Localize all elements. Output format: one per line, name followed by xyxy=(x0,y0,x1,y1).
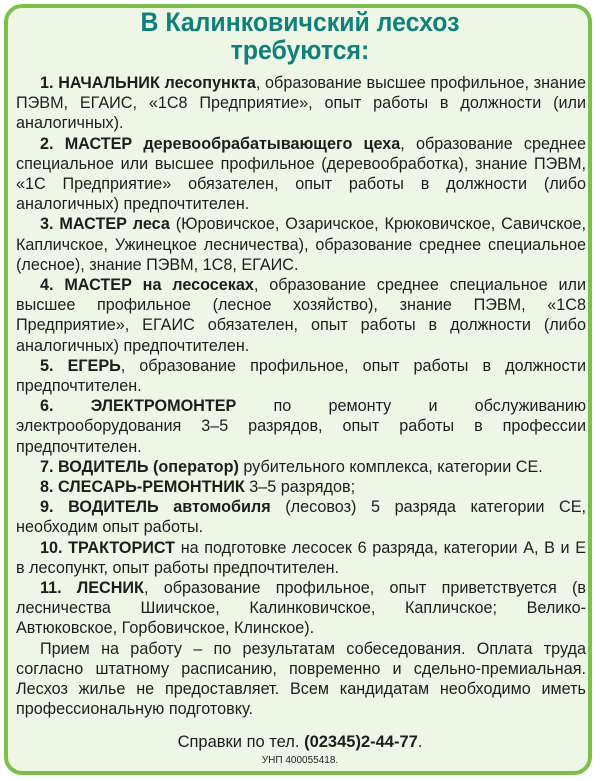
vacancy-number: 1. xyxy=(40,74,54,92)
vacancy-item xyxy=(16,457,586,477)
vacancy-description: по ремонту и обслуживанию электрооборудования 3–5 разрядов, опыт работы в профессии предпочтителен. xyxy=(16,397,586,456)
vacancy-item xyxy=(16,538,586,578)
vacancy-role: ВОДИТЕЛЬ автомобиля xyxy=(68,498,271,517)
vacancy-number: 7. xyxy=(40,457,54,476)
vacancy-description: , образование высшее профильное, знание ПЭВМ, ЕГАИС, «1С8 Предприятие», опыт работы в должности (или аналогичных). xyxy=(16,74,586,133)
vacancy-role: ЕГЕРЬ xyxy=(67,356,121,375)
vacancy-description: , образование профильное, опыт работы в должности предпочтителен. xyxy=(16,356,586,396)
phone-number: (02345)2-44-77 xyxy=(304,733,418,751)
vacancy-number: 11. xyxy=(40,579,62,598)
vacancy-description: на подготовке лесосек 6 разряда, категории А, В и Е в лесопункт, опыт работы предпочтителен. xyxy=(16,538,586,577)
unp-number: УНП 400055418. xyxy=(261,755,339,766)
vacancy-role: МАСТЕР на лесосеках xyxy=(64,276,254,295)
vacancy-item xyxy=(16,356,586,396)
vacancy-description: (лесовоз) 5 разряда категории СЕ, необходим опыт работы. xyxy=(16,498,586,537)
vacancy-number: 4. xyxy=(40,276,54,295)
vacancy-role: НАЧАЛЬНИК лесопункта xyxy=(58,74,256,92)
vacancy-description: , образование среднее специальное или высшее профильное (лесное хозяйство), знание ПЭВМ, «1С8 Предприятие», ЕГАИС обязателен, опыт работы в должности (либо аналогичных) предпочтителен. xyxy=(16,276,587,355)
title-line-1: В Калинковичский лесхоз xyxy=(140,7,460,37)
vacancy-role: СЛЕСАРЬ-РЕМОНТНИК xyxy=(58,478,245,497)
title-line-2: требуются: xyxy=(230,35,370,65)
vacancy-description: (Юровичское, Озаричское, Крюковичское, Савичское, Капличское, Ужинецкое лесничества), образование среднее специальное (лесное), знание ПЭВМ, 1С8, ЕГАИС. xyxy=(16,215,586,274)
vacancy-number: 8. xyxy=(40,478,54,497)
vacancy-description: 3–5 разрядов; xyxy=(244,478,356,497)
vacancy-item xyxy=(16,578,586,639)
vacancy-number: 5. xyxy=(40,356,54,375)
vacancy-role: МАСТЕР леса xyxy=(59,215,170,234)
vacancy-number: 6. xyxy=(40,397,54,416)
vacancy-item xyxy=(16,275,586,356)
vacancy-description: , образование профильное, опыт приветствуется (в лесничества Шиичское, Калинковичское, Капличское; Велико-Автюковское, Горбовичское, Клинское). xyxy=(16,579,586,638)
vacancy-item xyxy=(16,497,586,537)
contacts: Справки по тел. (02345)2-44-77. xyxy=(177,733,423,751)
vacancy-role: ЭЛЕКТРОМОНТЕР xyxy=(90,397,237,416)
vacancy-description: рубительного комплекса, категории СЕ. xyxy=(238,457,543,476)
ad-title xyxy=(24,8,576,64)
vacancy-role: МАСТЕР деревообрабатывающего цеха xyxy=(64,134,401,153)
vacancy-item xyxy=(16,214,586,275)
vacancy-number: 10. xyxy=(40,538,63,557)
vacancy-list xyxy=(16,73,586,720)
vacancy-item xyxy=(16,396,586,457)
conditions-text: Прием на работу – по результатам собеседования. Оплата труда согласно штатному расписанию, повременно и сдельно-премиальная. Лесхоз жилье не предоставляет. Всем кандидатам необходимо иметь профессиональную подготовку. xyxy=(16,639,586,719)
vacancy-number: 2. xyxy=(40,134,54,153)
vacancy-item xyxy=(16,477,586,497)
vacancy-role: ТРАКТОРИСТ xyxy=(68,538,176,557)
vacancy-number: 3. xyxy=(40,215,54,234)
vacancy-item xyxy=(16,134,586,215)
vacancy-item xyxy=(16,73,586,134)
vacancy-role: ЛЕСНИК xyxy=(76,579,144,598)
vacancy-number: 9. xyxy=(40,498,54,517)
vacancy-role: ВОДИТЕЛЬ (оператор) xyxy=(58,457,239,476)
contacts-label: Справки по тел. xyxy=(177,733,300,751)
vacancy-description: , образование среднее специальное или высшее профильное (деревообработка), знание ПЭВМ, «1С Предприятие» обязателен, опыт работы в должности (либо аналогичных) предпочтителен. xyxy=(16,134,586,214)
